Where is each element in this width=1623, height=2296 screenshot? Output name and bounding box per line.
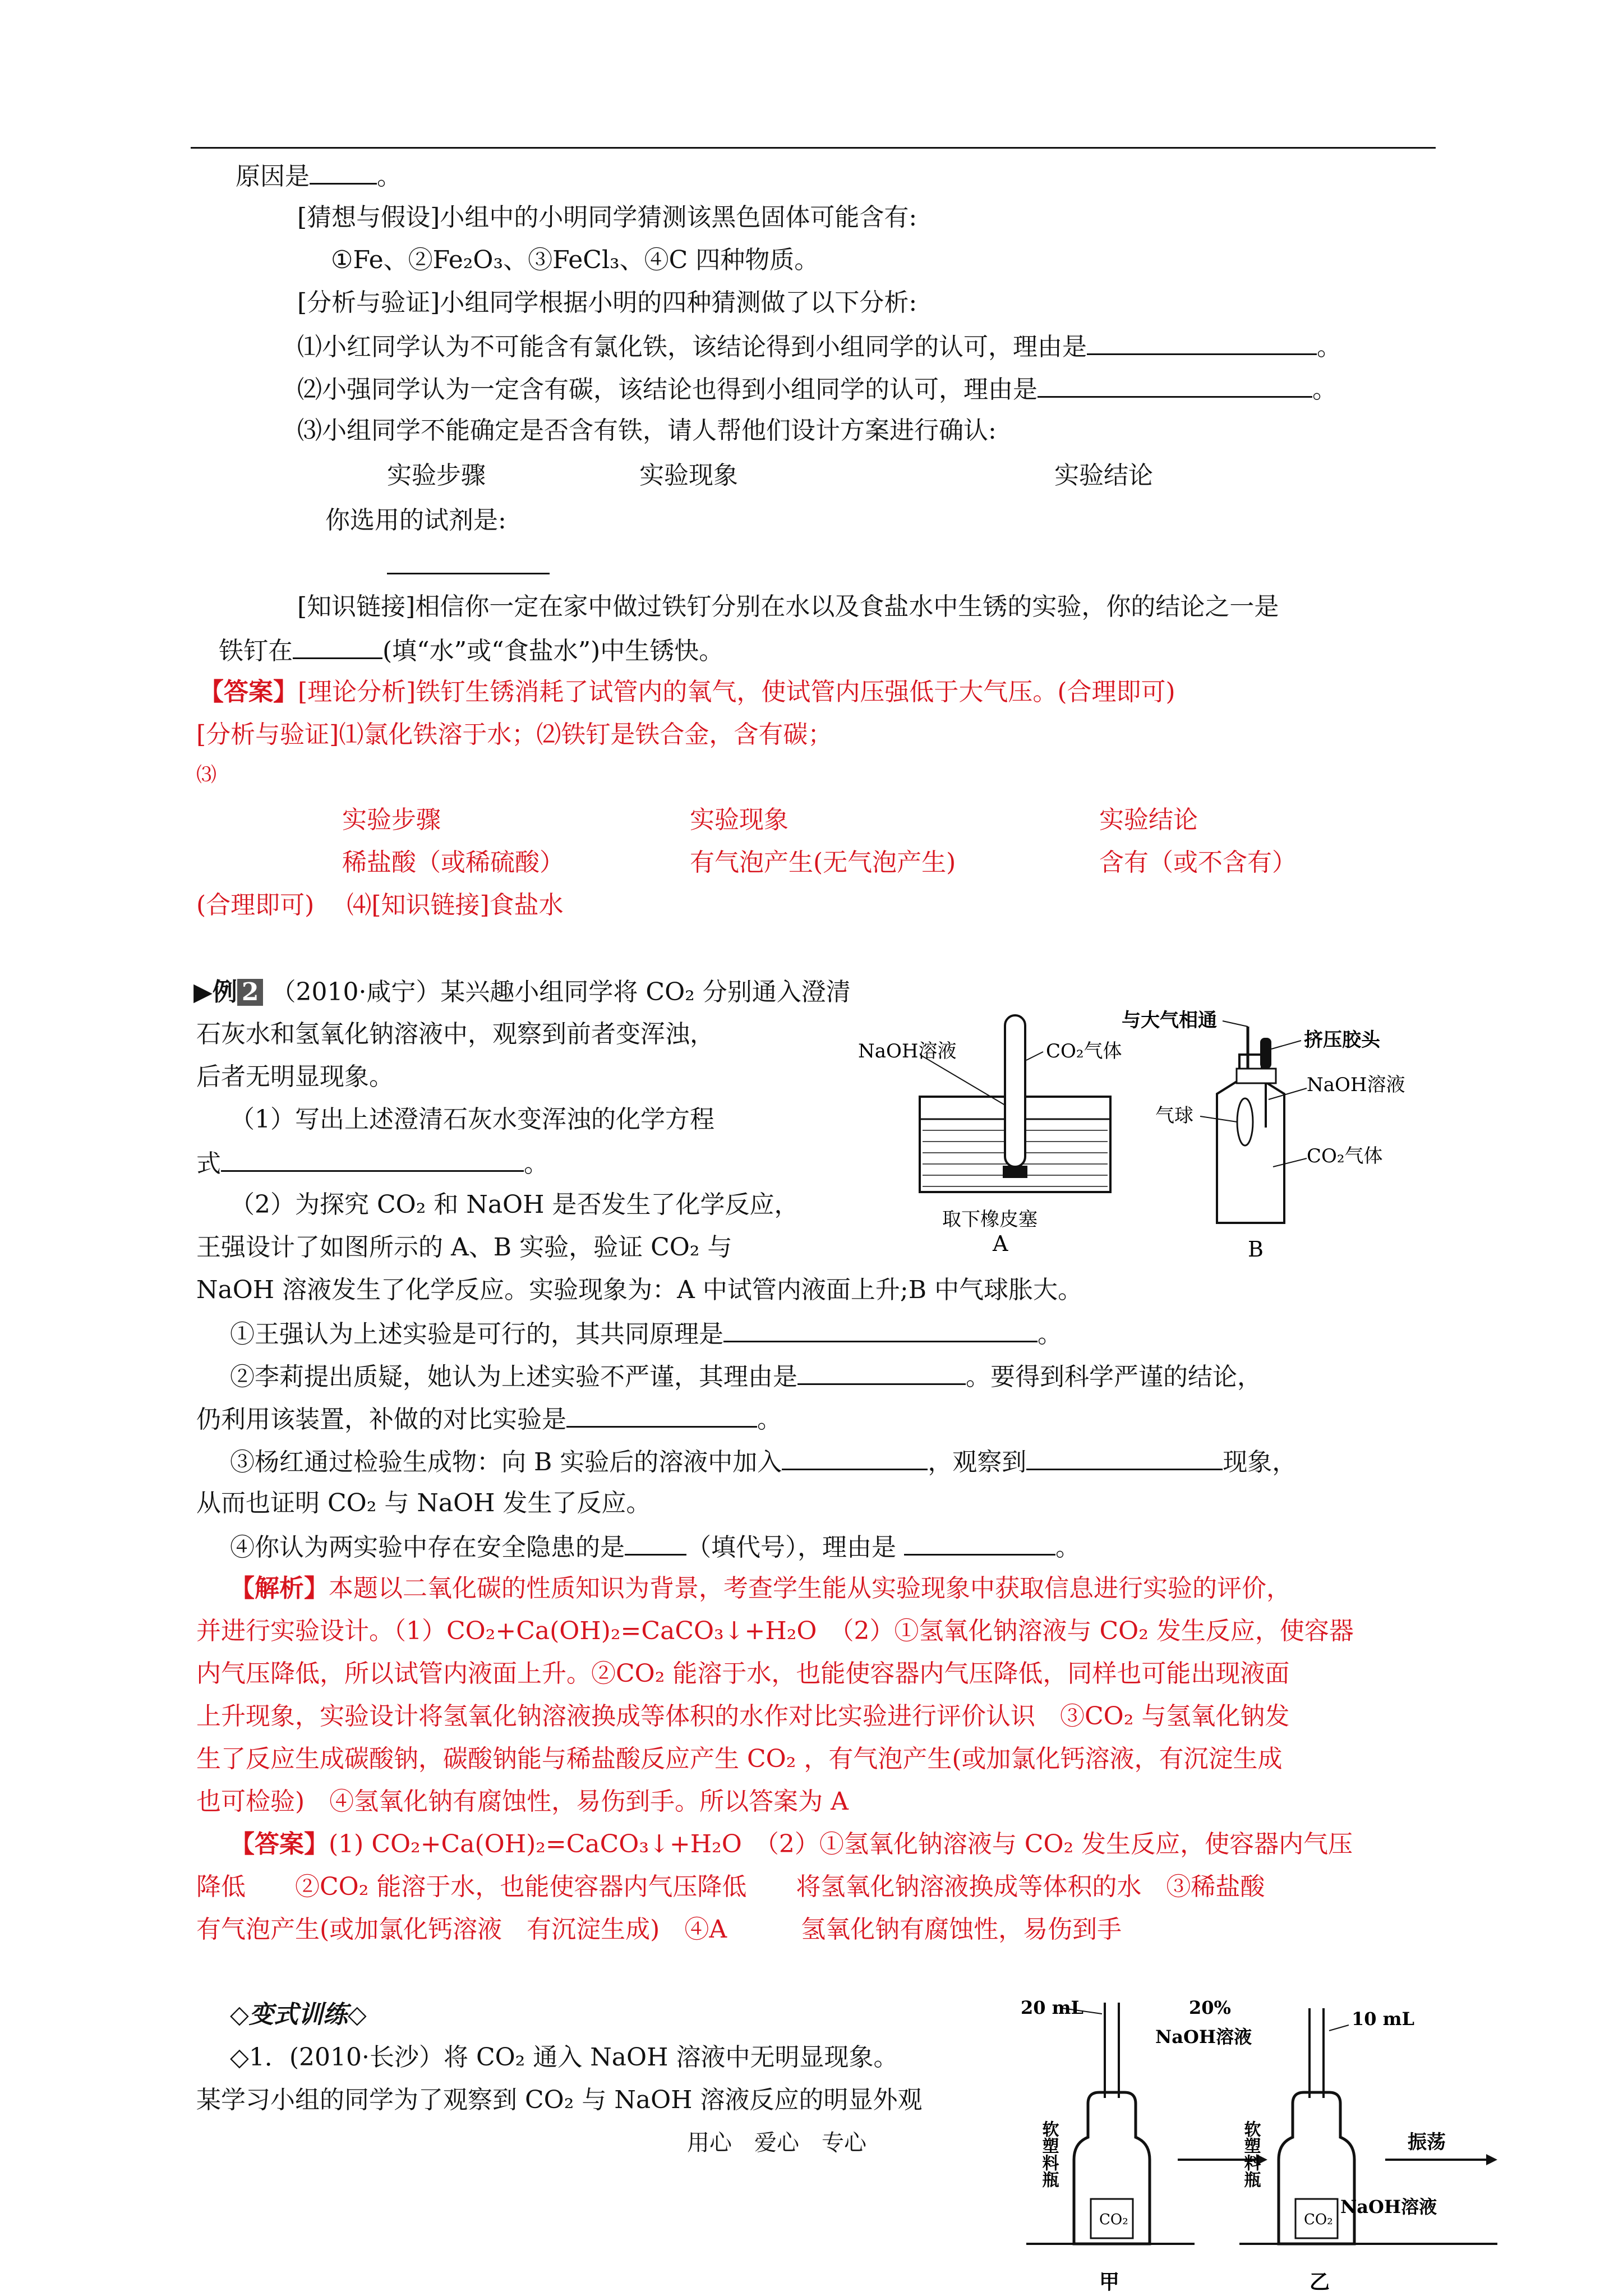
answer-2-line-1: 【答案】(1) CO₂+Ca(OH)₂=CaCO₃↓+H₂O （2）①氢氧化钠溶液与 CO₂ 发生反应，使容器内气压 [230,1830,1353,1858]
label-balloon: 气球 [1155,1105,1193,1127]
example-2-line-2: 石灰水和氢氧化钠溶液中，观察到前者变浑浊， [196,1020,714,1048]
example-2-line-5: 式 。 [196,1149,548,1178]
answer-1-line-3: ⑶ [196,763,217,786]
example-2-q3: ③杨红通过检验生成物：向 B 实验后的溶液中加入 ，观察到 现象， [230,1448,1297,1476]
header-rule [191,147,1436,149]
answer-blank[interactable] [797,1363,966,1385]
table-header-conclusion: 实验结论 [1054,461,1153,490]
label-remove-stopper: 取下橡皮塞 [942,1208,1038,1231]
example-2-line-4: （1）写出上述澄清石灰水变浑浊的化学方程 [230,1105,714,1134]
balloon-pointer [1200,1116,1237,1122]
shake-arrow-head [1486,2154,1497,2165]
co2-pointer [1273,1158,1307,1167]
analysis-line-1: 【解析】本题以二氧化碳的性质知识为背景，考查学生能从实验现象中获取信息进行实验的评价， [230,1574,1291,1603]
answer-table-phenomenon: 有气泡产生(无气泡产生) [690,848,956,877]
knowledge-link-cont: 铁钉在 (填“水”或“食盐水”)中生锈快。 [219,637,724,665]
variant-q1-line-2: 某学习小组的同学为了观察到 CO₂ 与 NaOH 溶液反应的明显外观 [196,2086,923,2114]
table-header-phenomenon: 实验现象 [639,461,738,490]
answer-1-line-2: [分析与验证]⑴氯化铁溶于水；⑵铁钉是铁合金，含有碳； [196,720,833,749]
example-2-line-3: 后者无明显现象。 [196,1062,394,1091]
answer-blank[interactable] [566,1406,757,1428]
hypothesis-line: [猜想与假设]小组中的小明同学猜测该黑色固体可能含有: [297,203,917,232]
example-2-q1: ①王强认为上述实验是可行的，其共同原理是 。 [230,1320,1062,1349]
example-2-line-6: （2）为探究 CO₂ 和 NaOH 是否发生了化学反应， [230,1190,799,1219]
variant-title: ◇变式训练◇ [230,2000,367,2029]
example-2-line-1: ▶例 2 （2010·咸宁）某兴趣小组同学将 CO₂ 分别通入澄清 [193,978,851,1006]
label-co2-gas: CO₂气体 [1307,1145,1383,1167]
answer-blank[interactable] [293,637,382,659]
answer-table-step: 稀盐酸（或稀硫酸） [342,848,564,877]
analysis-line: [分析与验证]小组同学根据小明的四种猜测做了以下分析: [297,288,917,317]
reagent-blank[interactable] [387,553,550,579]
label-bottle-1: 软塑料瓶 [1039,2120,1059,2188]
variant-q1-line-1: ◇1．(2010·长沙）将 CO₂ 通入 NaOH 溶液中无明显现象。 [230,2043,898,2072]
reagent-label: 你选用的试剂是: [325,506,506,535]
substances-line: ①Fe、②Fe₂O₃、③FeCl₃、④C 四种物质。 [331,246,819,274]
knowledge-link: [知识链接]相信你一定在家中做过铁钉分别在水以及食盐水中生锈的实验，你的结论之一是 [297,592,1279,621]
analysis-line-3: 内气压降低，所以试管内液面上升。②CO₂ 能溶于水，也能使容器内气压降低，同样也可能出现液面 [196,1659,1290,1688]
balloon [1237,1098,1253,1145]
answer-table-header-phenomenon: 实验现象 [690,806,789,834]
sub-question-3: ⑶小组同学不能确定是否含有铁，请人帮他们设计方案进行确认: [297,416,997,445]
table-header-step: 实验步骤 [387,461,486,490]
answer-2-line-2: 降低 ②CO₂ 能溶于水，也能使容器内气压降低 将氢氧化钠溶液换成等体积的水 ③稀盐酸 [196,1872,1265,1901]
figure-c [1004,1997,1509,2296]
label-co2-1: CO₂ [1099,2211,1128,2228]
test-tube [1005,1015,1025,1167]
flask-stopper [1237,1069,1276,1083]
answer-blank[interactable] [782,1448,928,1470]
label-naoh-solution: NaOH溶液 [858,1040,957,1062]
figure-b-letter: B [1248,1237,1264,1262]
label-yi: 乙 [1310,2270,1330,2294]
label-20ml: 20 mL [1021,1997,1084,2018]
sub-question-1: ⑴小红同学认为不可能含有氯化铁，该结论得到小组同学的认可，理由是 。 [297,333,1341,361]
answer-blank[interactable] [723,1320,1038,1342]
label-shake: 振荡 [1408,2131,1446,2154]
example-2-q4: ④你认为两实验中存在安全隐患的是 （填代号），理由是 。 [230,1533,1080,1562]
answer-1-line-4: (合理即可) ⑷[知识链接]食盐水 [196,891,564,919]
answer-table-conclusion: 含有（或不含有） [1099,848,1297,877]
label-naoh-bottom: NaOH溶液 [1340,2196,1437,2217]
answer-blank[interactable] [1038,376,1312,398]
label-20-percent: 20% [1189,1997,1231,2018]
rubber-stopper [1003,1166,1027,1178]
label-co2-gas: CO₂气体 [1046,1040,1122,1062]
answer-blank[interactable] [1087,333,1317,355]
answer-blank[interactable] [1026,1448,1223,1470]
answer-blank[interactable] [625,1534,686,1556]
label-squeeze-bulb: 挤压胶头 [1304,1029,1380,1051]
label-bottle-2: 软塑料瓶 [1241,2120,1261,2188]
answer-blank[interactable] [221,1150,524,1172]
analysis-line-4: 上升现象，实验设计将氢氧化钠溶液换成等体积的水作对比实验进行评价认识 ③CO₂ 与氢氧化钠发 [196,1702,1290,1731]
label-naoh-solution: NaOH溶液 [1307,1074,1405,1096]
dropper-bulb [1260,1038,1271,1069]
naoh-pointer [1269,1088,1307,1099]
air-pointer [1223,1021,1248,1027]
analysis-line-6: 也可检验) ④氢氧化钠有腐蚀性，易伤到手。所以答案为 A [196,1787,849,1816]
example-2-q3-cont: 从而也证明 CO₂ 与 NaOH 发生了反应。 [196,1489,651,1517]
squeeze-pointer [1271,1041,1301,1049]
example-2-q2: ②李莉提出质疑，她认为上述实验不严谨，其理由是 。要得到科学严谨的结论， [230,1363,1262,1391]
ml10-pointer [1329,2025,1349,2031]
label-naoh-top: NaOH溶液 [1155,2026,1252,2047]
label-co2-2: CO₂ [1304,2211,1333,2228]
analysis-line-2: 并进行实验设计。（1）CO₂+Ca(OH)₂=CaCO₃↓+H₂O （2）①氢氧化钠溶液与 CO₂ 发生反应，使容器 [196,1617,1354,1645]
label-open-to-air: 与大气相通 [1122,1009,1217,1032]
figure-a-letter: A [993,1231,1008,1256]
answer-table-header-conclusion: 实验结论 [1099,806,1198,834]
answer-blank[interactable] [310,163,377,185]
example-2-line-7: 王强设计了如图所示的 A、B 实验，验证 CO₂ 与 [196,1233,732,1262]
answer-2-line-3: 有气泡产生(或加氯化钙溶液 有沉淀生成) ④A 氢氧化钠有腐蚀性，易伤到手 [196,1915,1122,1944]
label-10ml: 10 mL [1352,2008,1415,2030]
answer-1-line-1: 【答案】[理论分析]铁钉生锈消耗了试管内的氧气，使试管内压强低于大气压。(合理即可) [199,678,1175,706]
example-2-line-8: NaOH 溶液发生了化学反应。实验现象为：A 中试管内液面上升;B 中气球胀大。 [196,1276,1083,1304]
co2-pointer [1026,1052,1043,1060]
label-jia: 甲 [1099,2270,1120,2294]
page-footer: 用心 爱心 专心 [687,2130,866,2156]
sub-question-2: ⑵小强同学认为一定含有碳，该结论也得到小组同学的认可，理由是 。 [297,375,1337,404]
figure-b [1122,1009,1453,1268]
answer-table-header-step: 实验步骤 [342,806,441,834]
analysis-line-5: 生了反应生成碳酸钠，碳酸钠能与稀盐酸反应产生 CO₂ ，有气泡产生(或加氯化钙溶液，有沉淀生成 [196,1745,1283,1773]
figure-a [858,999,1150,1257]
example-2-q2-cont: 仍利用该装置，补做的对比实验是 。 [196,1405,782,1434]
line-reason: 原因是 。 [236,162,402,191]
answer-blank[interactable] [904,1534,1055,1556]
